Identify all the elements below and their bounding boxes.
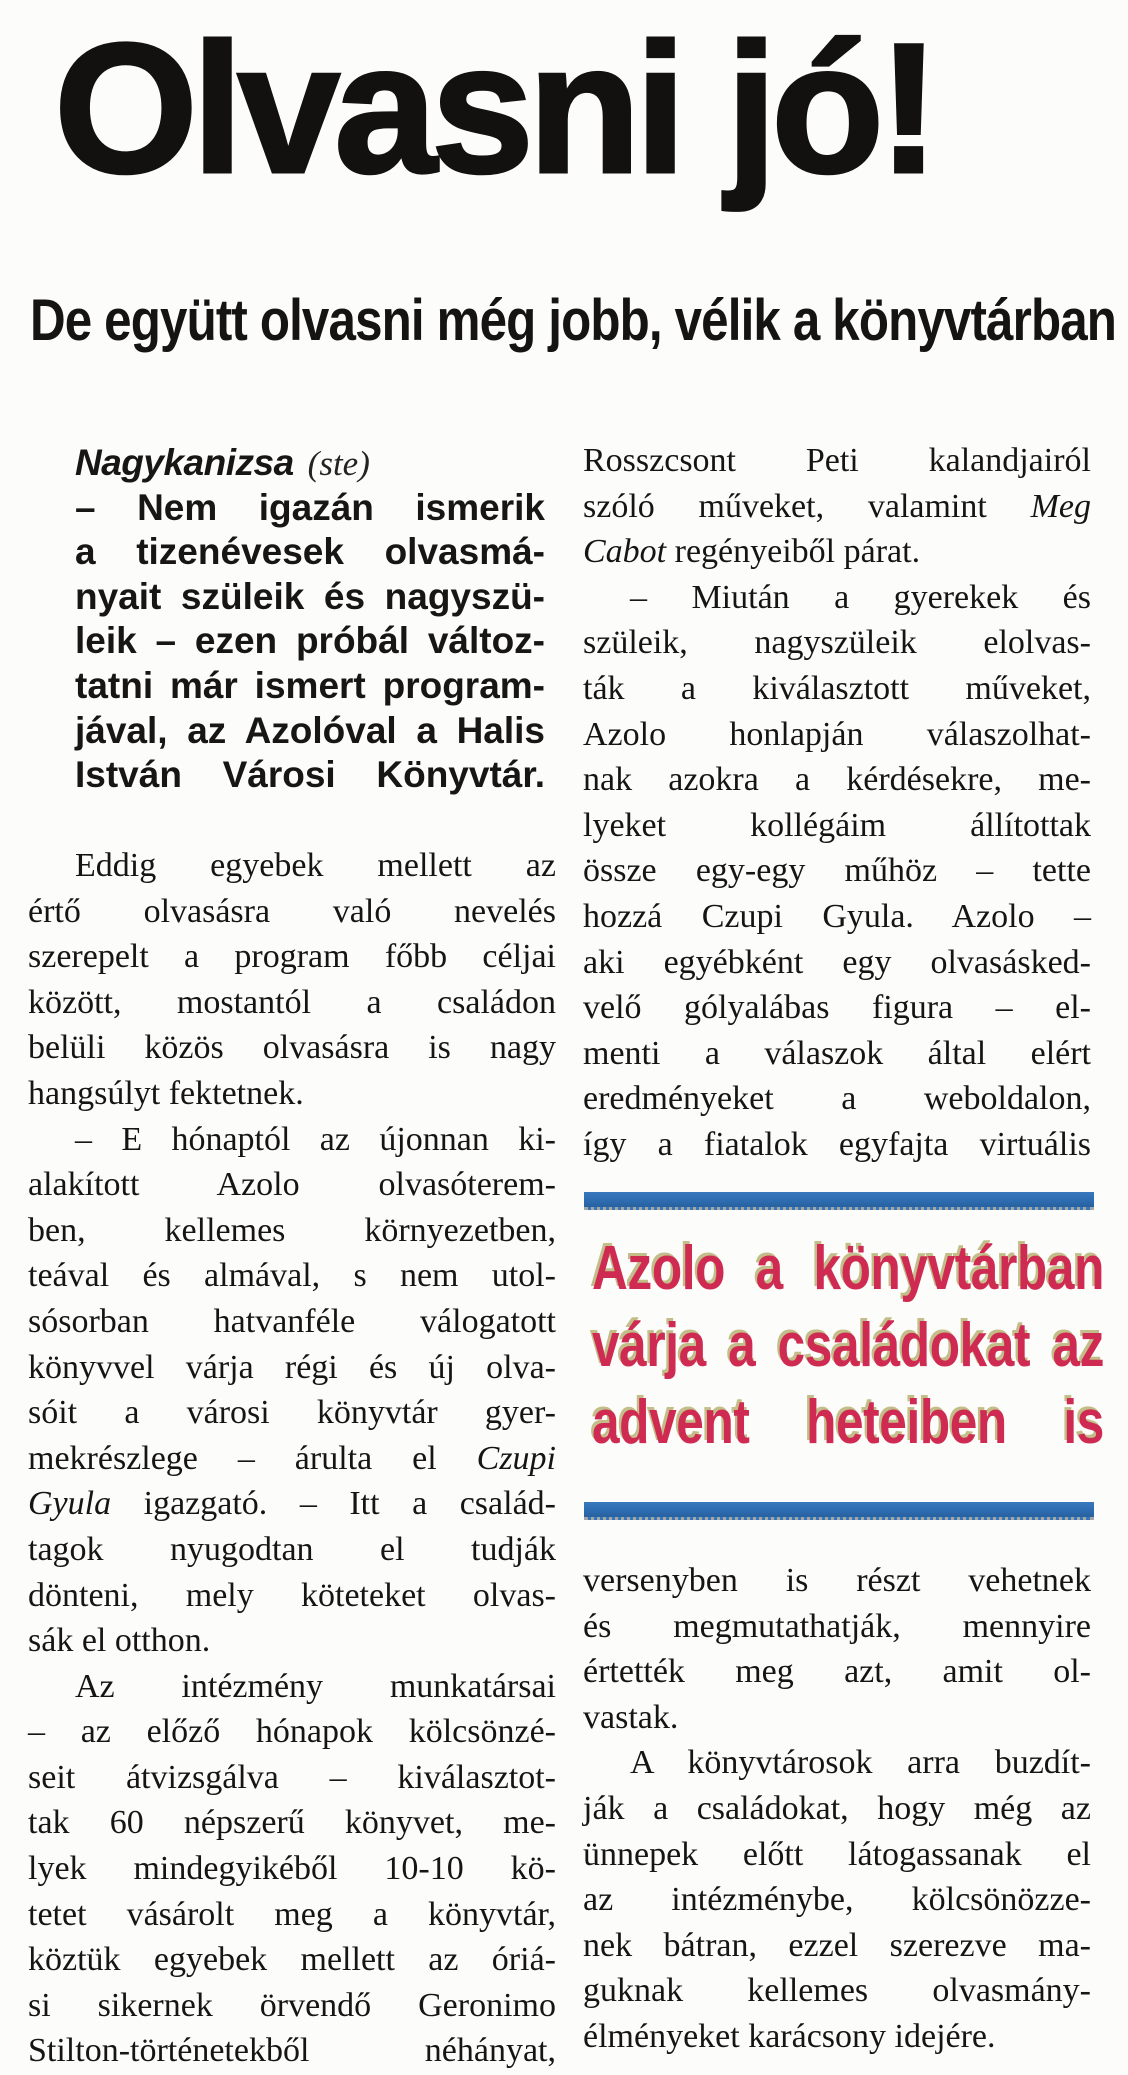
body-line: – Miután a gyerekek és (630, 578, 1091, 616)
body-line: belüli közös olvasásra is nagy (28, 1029, 556, 1067)
body-line: hozzá Czupi Gyula. Azolo – (583, 897, 1091, 935)
body-line: ták a kiválasztott műveket, (583, 669, 1091, 707)
body-line: Gyula igazgató. – Itt a család- (28, 1485, 556, 1523)
text-line: tatni már ismert program- (75, 664, 545, 706)
text-line: várja a családokat az (592, 1311, 1104, 1380)
body-line: sósorban hatvanféle válogatott (28, 1302, 556, 1340)
body-line: ünnepek előtt látogassanak el (583, 1835, 1091, 1873)
body-line: alakított Azolo olvasóterem- (28, 1166, 556, 1204)
body-line: között, mostantól a családon (28, 983, 556, 1021)
text-line: advent heteiben is (592, 1388, 1104, 1457)
body-line: az intézménybe, kölcsönözze- (583, 1881, 1091, 1919)
body-line: szüleik, nagyszüleik elolvas- (583, 624, 1091, 662)
text-line: Azolo a könyvtárban (592, 1234, 1104, 1303)
body-line: Rosszcsont Peti kalandjairól (583, 442, 1091, 479)
body-line: könyvvel várja régi és új olva- (28, 1348, 556, 1386)
text-line: jával, az Azolóval a Halis (75, 709, 545, 751)
body-line: velő gólyalábas figura – el- (583, 989, 1091, 1027)
body-line: és megmutathatják, mennyire (583, 1607, 1091, 1645)
body-line: – E hónaptól az újonnan ki- (75, 1120, 556, 1158)
pullquote (592, 1230, 1104, 1461)
body-line: si sikernek örvendő Geronimo (28, 1986, 556, 2024)
body-line: Az intézmény munkatársai (75, 1667, 556, 1705)
dateline-city: Nagykanizsa (75, 442, 294, 483)
body-line: értő olvasásra való nevelés (28, 892, 556, 930)
text-line: nyait szüleik és nagyszü- (75, 575, 545, 617)
right-column-bottom (583, 1558, 1091, 2060)
body-line: Azolo honlapján válaszolhat- (583, 715, 1091, 753)
paragraph (583, 1740, 1091, 2059)
body-line: menti a válaszok által elért (583, 1034, 1091, 1072)
left-column (28, 843, 556, 2074)
body-line: ják a családokat, hogy még az (583, 1789, 1091, 1827)
body-line: tetet vásárolt meg a könyvtár, (28, 1895, 556, 1933)
text-line: a tizenévesek olvasmá- (75, 531, 545, 573)
body-line: ben, kellemes környezetben, (28, 1211, 556, 1249)
body-line: versenyben is részt vehetnek (583, 1562, 1091, 1599)
article-title: Olvasni jó! (54, 6, 934, 212)
body-line: sóit a városi könyvtár gyer- (28, 1394, 556, 1432)
body-line: tak 60 népszerű könyvet, me- (28, 1804, 556, 1842)
paragraph (28, 1664, 556, 2074)
right-column-top (583, 438, 1091, 1168)
text-line: István Városi Könyvtár. (75, 754, 545, 796)
body-line: köztük egyebek mellett az óriá- (28, 1941, 556, 1979)
article-subtitle: De együtt olvasni még jobb, vélik a könyvtárban (30, 288, 1117, 353)
body-line: mekrészlege – árulta el Czupi (28, 1439, 556, 1477)
body-line: élményeket karácsony idejére. (583, 2017, 996, 2055)
body-line: vastak. (583, 1698, 679, 1736)
paragraph (28, 843, 556, 1117)
body-line: nak azokra a kérdésekre, me- (583, 761, 1091, 799)
body-line: nek bátran, ezzel szerezve ma- (583, 1926, 1091, 1964)
body-line: össze egy-egy műhöz – tette (583, 852, 1091, 890)
lead-paragraph (75, 441, 545, 798)
paragraph (583, 1558, 1091, 1740)
body-line: szerepelt a program főbb céljai (28, 938, 556, 976)
body-line: seit átvizsgálva – kiválasztot- (28, 1758, 556, 1796)
paragraph (28, 1117, 556, 1664)
body-line: tagok nyugodtan el tudják (28, 1530, 556, 1568)
dateline-byline: (ste) (307, 444, 370, 483)
pullquote-rule-bottom (584, 1502, 1094, 1520)
text-line: leik – ezen próbál változ- (75, 620, 545, 662)
lead-lines (75, 486, 545, 798)
body-line: aki egyébként egy olvasásked- (583, 943, 1091, 981)
body-line: eredményeket a weboldalon, (583, 1080, 1091, 1118)
body-line: – az előző hónapok kölcsönzé- (28, 1713, 556, 1751)
body-line: sák el otthon. (28, 1622, 211, 1660)
body-line: teával és almával, s nem utol- (28, 1257, 556, 1295)
body-line: így a fiatalok egyfajta virtuális (583, 1125, 1091, 1163)
pullquote-rule-top (584, 1192, 1094, 1210)
body-line: A könyvtárosok arra buzdít- (630, 1744, 1091, 1782)
dateline (75, 441, 545, 486)
body-line: Cabot regényeiből párat. (583, 533, 921, 571)
body-line: Stilton-történetekből néhányat, (28, 2032, 556, 2070)
body-line: lyek mindegyikéből 10-10 kö- (28, 1850, 556, 1888)
body-line: Eddig egyebek mellett az (75, 847, 556, 884)
body-line: szóló műveket, valamint Meg (583, 487, 1091, 525)
body-line: hangsúlyt fektetnek. (28, 1074, 304, 1112)
body-line: értették meg azt, amit ol- (583, 1653, 1091, 1691)
paragraph (583, 575, 1091, 1168)
body-line: dönteni, mely köteteket olvas- (28, 1576, 556, 1614)
paragraph (583, 438, 1091, 575)
text-line: – Nem igazán ismerik (75, 486, 545, 528)
body-line: lyeket kollégáim állítottak (583, 806, 1091, 844)
body-line: guknak kellemes olvasmány- (583, 1972, 1091, 2010)
